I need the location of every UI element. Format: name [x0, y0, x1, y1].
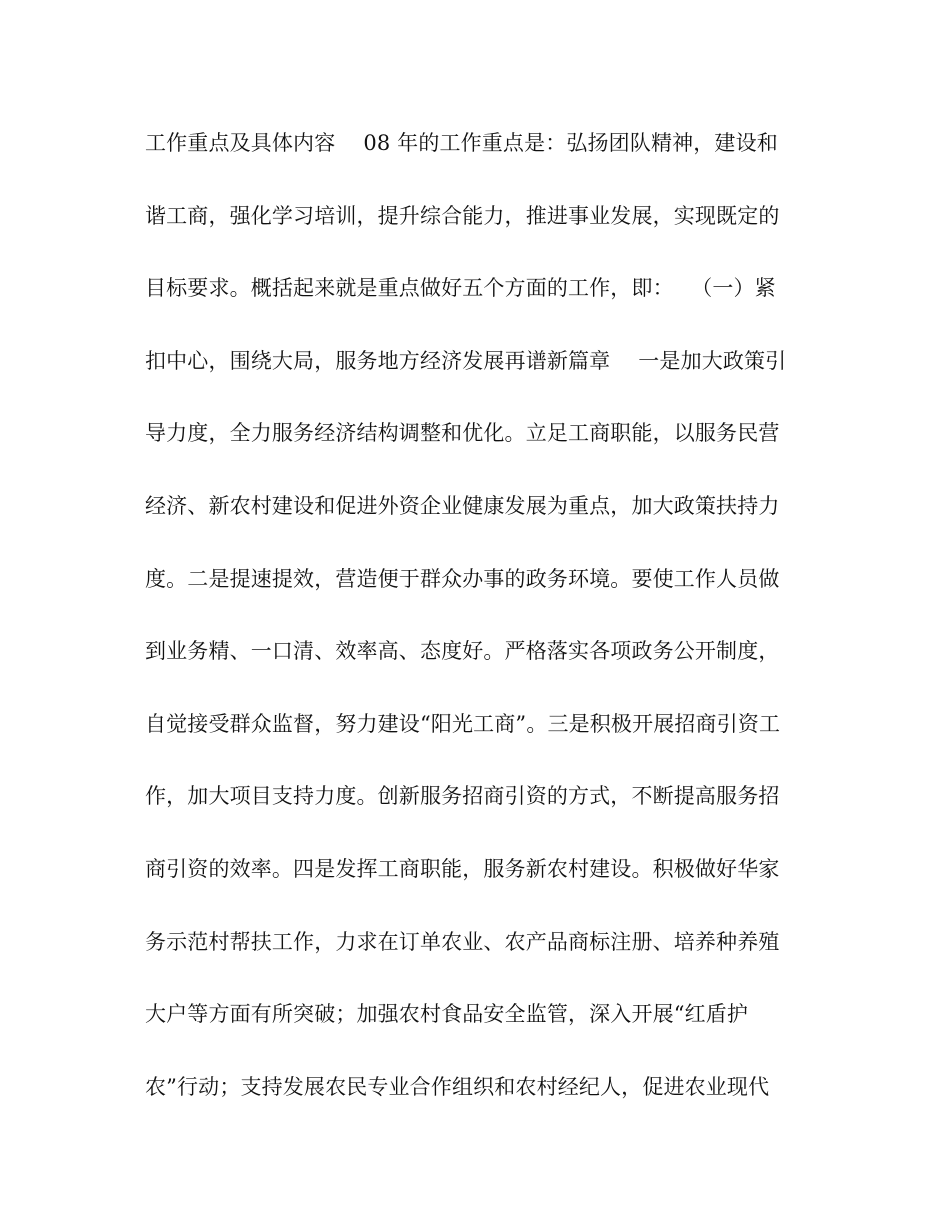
text-line: 扣中心，围绕大局，服务地方经济发展再谱新篇章 一是加大政策引	[145, 348, 787, 373]
text-line: 工作重点及具体内容 08 年的工作重点是：弘扬团队精神，建设和	[145, 131, 778, 155]
text-line: 度。二是提速提效，营造便于群众办事的政务环境。要使工作人员做	[145, 566, 780, 591]
text-line: 农”行动；支持发展农民专业合作组织和农村经纪人，促进农业现代	[145, 1074, 770, 1099]
text-line: 经济、新农村建设和促进外资企业健康发展为重点，加大政策扶持力	[145, 493, 780, 518]
text-line: 作，加大项目支持力度。创新服务招商引资的方式，不断提高服务招	[145, 784, 780, 809]
text-line: 务示范村帮扶工作，力求在订单农业、农产品商标注册、培养种养殖	[145, 929, 780, 954]
body-paragraph	[145, 121, 815, 1137]
text-line: 目标要求。概括起来就是重点做好五个方面的工作，即： （一）紧	[145, 276, 776, 301]
text-line: 商引资的效率。四是发挥工商职能，服务新农村建设。积极做好华家	[145, 856, 780, 881]
text-line: 自觉接受群众监督，努力建设“阳光工商”。三是积极开展招商引资工	[145, 711, 781, 736]
text-line: 导力度，全力服务经济结构调整和优化。立足工商职能，以服务民营	[145, 421, 780, 446]
text-line: 谐工商，强化学习培训，提升综合能力，推进事业发展，实现既定的	[145, 203, 780, 228]
text-line: 大户等方面有所突破；加强农村食品安全监管，深入开展“红盾护	[145, 1002, 749, 1027]
text-line: 到业务精、一口清、效率高、态度好。严格落实各项政务公开制度，	[145, 639, 780, 664]
